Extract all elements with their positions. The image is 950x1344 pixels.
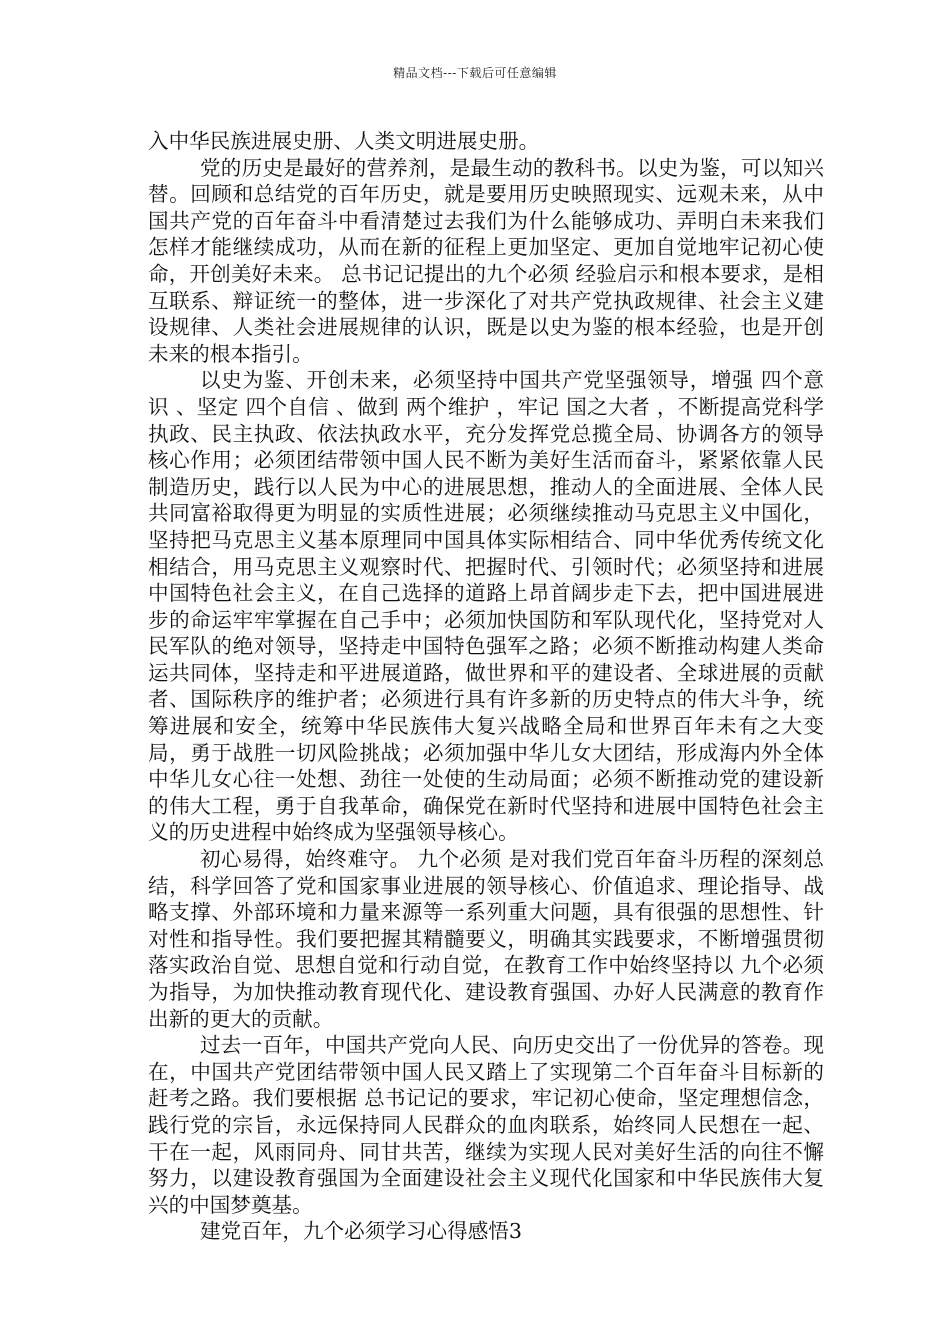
paragraph-past-century: 过去一百年，中国共产党向人民、向历史交出了一份优异的答卷。现在，中国共产党团结带领中国人民又踏上了实现第二个百年奋斗目标新的赶考之路。我们要根据 总书记记的要求，牢记初心使命，坚定理想信念，践行党的宗旨，永远保持同人民群众的血肉联系，始终同人民想在一起、干在一起，风雨同舟、同甘共苦，继续为实现人民对美好生活的向往不懈努力，以建设教育强国为全面建设社会主义现代化国家和中华民族伟大复兴的中国梦奠基。 (148, 1033, 824, 1217)
paragraph-history-nutrient: 党的历史是最好的营养剂，是最生动的教科书。以史为鉴，可以知兴替。回顾和总结党的百年历史，就是要用历史映照现实、远观未来，从中国共产党的百年奋斗中看清楚过去我们为什么能够成功、弄明白未来我们怎样才能继续成功，从而在新的征程上更加坚定、更加自觉地牢记初心使命，开创美好未来。 总书记记提出的九个必须 经验启示和根本要求，是相互联系、辩证统一的整体，进一步深化了对共产党执政规律、社会主义建设规律、人类社会进展规律的认识，既是以史为鉴的根本经验，也是开创未来的根本指引。 (148, 155, 824, 366)
section-heading: 建党百年，九个必须学习心得感悟3 (200, 1219, 523, 1244)
paragraph-nine-musts: 以史为鉴、开创未来，必须坚持中国共产党坚强领导，增强 四个意识 、坚定 四个自信 、做到 两个维护 ，牢记 国之大者 ，不断提高党科学执政、民主执政、依法执政水平，充分发挥党总揽全局、协调各方的领导核心作用；必须团结带领中国人民不断为美好生活而奋斗，紧紧依靠人民制造历史，践行以人民为中心的进展思想，推动人的全面进展、全体人民共同富裕取得更为明显的实质性进展；必须继续推动马克思主义中国化，坚持把马克思主义基本原理同中国具体实际相结合、同中华优秀传统文化相结合，用马克思主义观察时代、把握时代、引领时代；必须坚持和进展中国特色社会主义，在自己选择的道路上昂首阔步走下去，把中国进展进步的命运牢牢掌握在自己手中；必须加快国防和军队现代化，坚持党对人民军队的绝对领导，坚持走中国特色强军之路；必须不断推动构建人类命运共同体，坚持走和平进展道路，做世界和平的建设者、全球进展的贡献者、国际秩序的维护者；必须进行具有许多新的历史特点的伟大斗争，统筹进展和安全，统筹中华民族伟大复兴战略全局和世界百年未有之大变局，勇于战胜一切风险挑战；必须加强中华儿女大团结，形成海内外全体中华儿女心往一处想、劲往一处使的生动局面；必须不断推动党的建设新的伟大工程，勇于自我革命，确保党在新时代坚持和进展中国特色社会主义的历史进程中始终成为坚强领导核心。 (148, 368, 824, 845)
document-body (148, 128, 824, 1245)
page-header: 精品文档---下载后可任意编辑 (393, 66, 557, 80)
paragraph-original-aspiration: 初心易得，始终难守。 九个必须 是对我们党百年奋斗历程的深刻总结，科学回答了党和国家事业进展的领导核心、价值追求、理论指导、战略支撑、外部环境和力量来源等一系列重大问题，具有很强的思想性、针对性和指导性。我们要把握其精髓要义，明确其实践要求，不断增强贯彻落实政治自觉、思想自觉和行动自觉，在教育工作中始终坚持以 九个必须 为指导，为加快推动教育现代化、建设教育强国、办好人民满意的教育作出新的更大的贡献。 (148, 847, 824, 1031)
paragraph-continuation: 入中华民族进展史册、人类文明进展史册。 (148, 129, 540, 153)
